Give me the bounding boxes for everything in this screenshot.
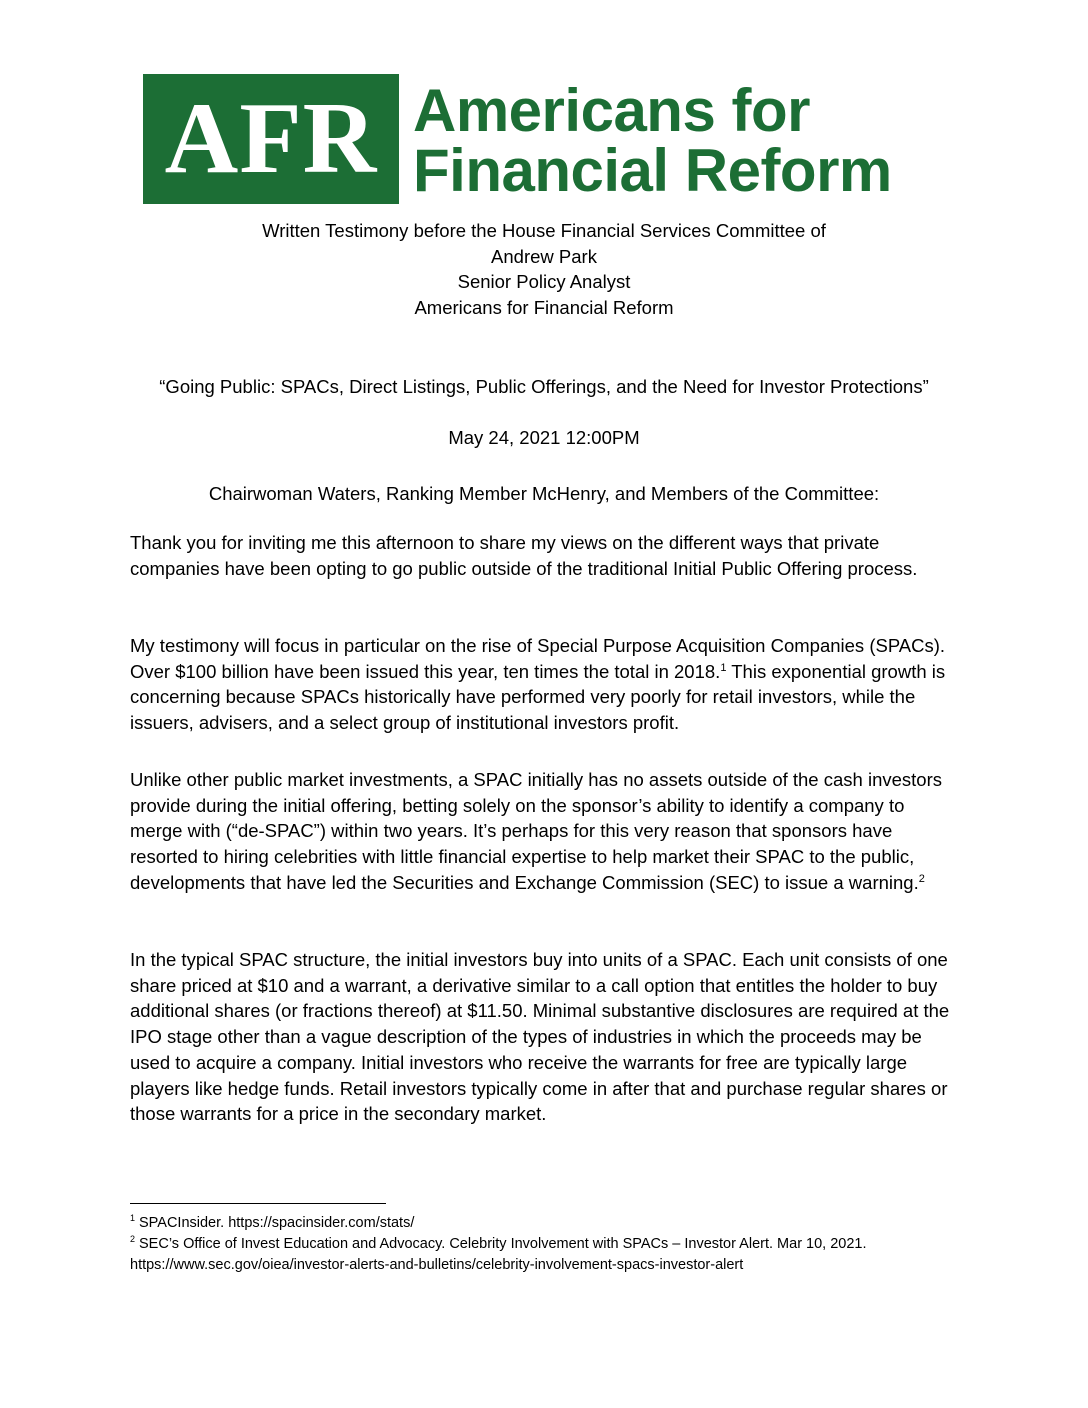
paragraph-1-text: Thank you for inviting me this afternoon to share my views on the different ways that private companies have been opting to go public outside of the traditional Initial Public Offering process. (130, 532, 918, 579)
paragraph-4-text: In the typical SPAC structure, the initial investors buy into units of a SPAC. Each unit consists of one share priced at $10 and a warrant, a derivative similar to a call option that entitles the holder to buy additional shares (or fractions thereof) at $11.50. Minimal substantive disclosures are required at the IPO stage other than a vague description of the types of industries in which the proceeds may be used to acquire a company. Initial investors who receive the warrants for free are typically large players like hedge funds. Retail investors typically come in after that and purchase regular shares or those warrants for a price in the secondary market. (130, 949, 950, 1125)
afr-logo (143, 74, 953, 204)
paragraph-4 (130, 947, 960, 1153)
paragraph-1 (130, 530, 960, 607)
paragraph-3-text: Unlike other public market investments, a SPAC initially has no assets outside of the cash investors provide during the initial offering, betting solely on the sponsor’s ability to identify a company to merge with (“de-SPAC”) within two years. It’s perhaps for this very reason that sponsors have resorted to hiring celebrities with little financial expertise to help market their SPAC to the public, developments that have led the Securities and Exchange Commission (SEC) to issue a warning. (130, 769, 942, 893)
logo-text-line-1: Americans for (413, 77, 810, 144)
header-line-2: Andrew Park (491, 245, 597, 267)
footnote-2-text: SEC’s Office of Invest Education and Advocacy. Celebrity Involvement with SPACs – Investor Alert. Mar 10, 2021. (139, 1236, 867, 1252)
footnote-separator (130, 1203, 386, 1204)
footnote-ref-2: 2 (918, 872, 925, 885)
footnote-2-url: https://www.sec.gov/oiea/investor-alerts-and-bulletins/celebrity-involvement-spacs-investor-alert (130, 1257, 744, 1273)
header-line-3: Senior Policy Analyst (457, 271, 631, 292)
paragraph-2 (130, 633, 960, 762)
footnote-1 (130, 1213, 970, 1234)
logo-abbreviation: AFR (143, 74, 399, 204)
footnote-2 (130, 1234, 970, 1255)
footnote-2-number: 2 (130, 1234, 136, 1245)
hearing-date: May 24, 2021 12:00PM (448, 427, 640, 448)
footnote-1-number: 1 (130, 1213, 136, 1224)
footnote-1-text: SPACInsider. https://spacinsider.com/stats/ (139, 1215, 415, 1231)
footnote-ref-1: 1 (720, 661, 727, 674)
footnotes (130, 1213, 970, 1276)
header-line-1: Written Testimony before the House Financial Services Committee of (262, 220, 826, 241)
paragraph-3 (130, 767, 960, 922)
hearing-title: “Going Public: SPACs, Direct Listings, Public Offerings, and the Need for Investor Protections” (159, 376, 929, 397)
logo-text-line-2: Financial Reform (413, 137, 892, 204)
testimony-header (0, 218, 1088, 320)
header-line-4: Americans for Financial Reform (414, 296, 674, 318)
paragraph-2-text-b: This exponential growth is concerning because SPACs historically have performed very poorly for retail investors, while the issuers, advisers, and a select group of institutional investors profit. (130, 660, 946, 734)
salutation: Chairwoman Waters, Ranking Member McHenry, and Members of the Committee: (208, 483, 880, 504)
paragraph-2-text-a: My testimony will focus in particular on the rise of Special Purpose Acquisition Companies (SPACs). Over $100 billion have been issued this year, ten times the total in 2018. (130, 635, 946, 682)
